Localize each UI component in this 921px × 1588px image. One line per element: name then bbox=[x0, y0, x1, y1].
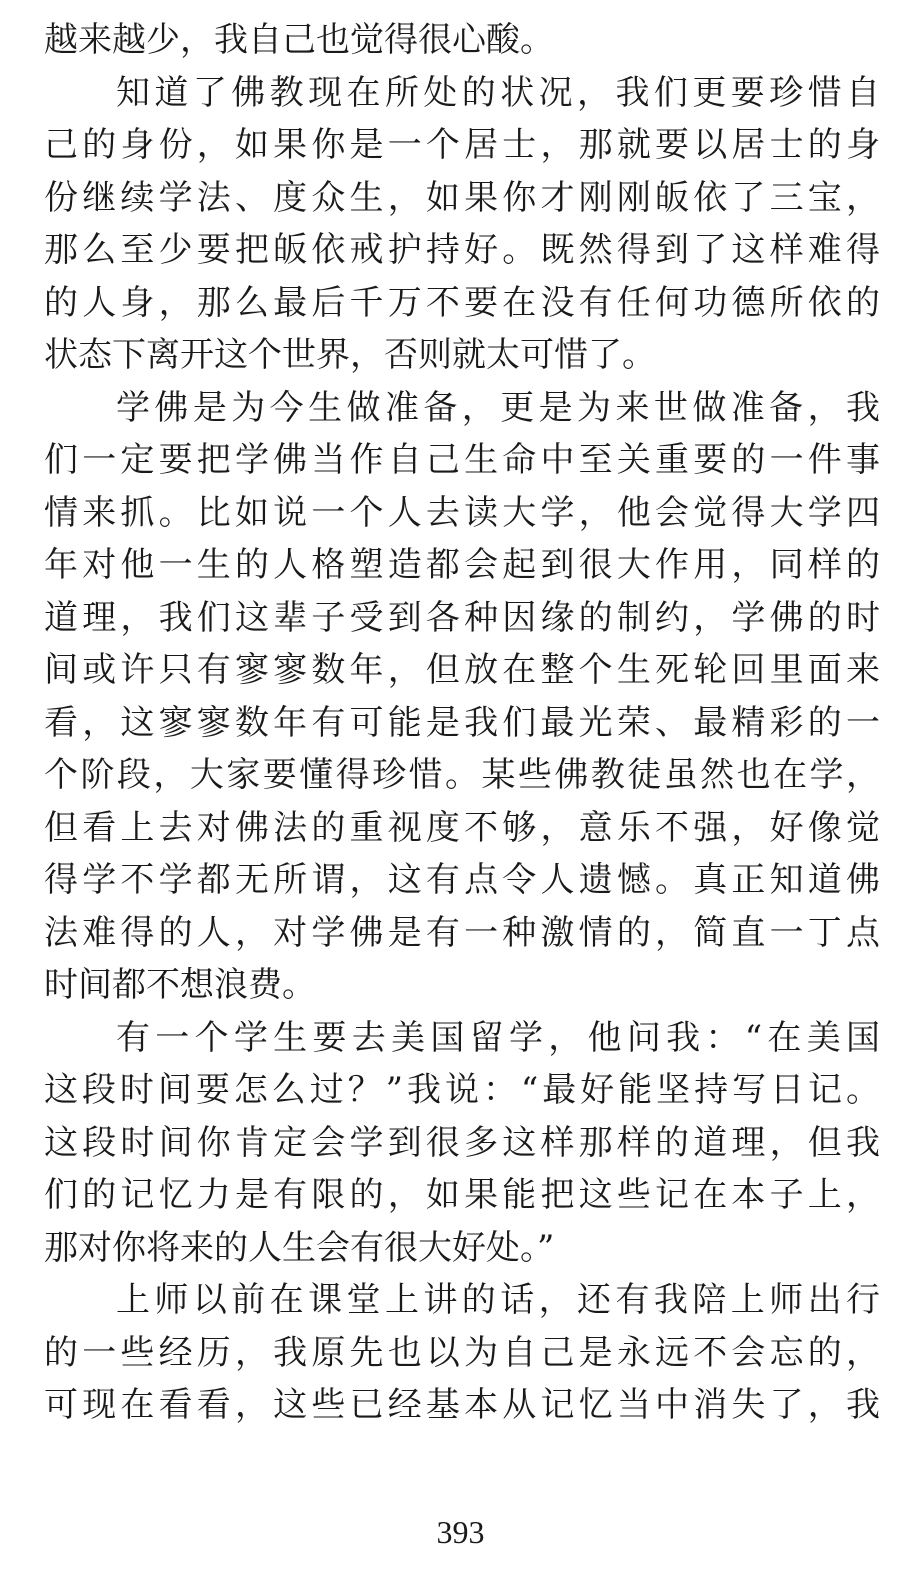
text-line: 那么至少要把皈依戒护持好。既然得到了这样难得 bbox=[44, 230, 880, 270]
text-line: 间或许只有寥寥数年，但放在整个生死轮回里面来 bbox=[44, 650, 880, 690]
text-line: 的人身，那么最后千万不要在没有任何功德所依的 bbox=[44, 282, 880, 323]
text-line: 状态下离开这个世界，否则就太可惜了。 bbox=[44, 335, 656, 375]
text-line: 法难得的人，对学佛是有一种激情的，简直一丁点 bbox=[44, 912, 880, 953]
text-line: 这段时间要怎么过？”我说：“最好能坚持写日记。 bbox=[44, 1070, 880, 1110]
text-line: 得学不学都无所谓，这有点令人遗憾。真正知道佛 bbox=[44, 860, 880, 900]
text-line: 看，这寥寥数年有可能是我们最光荣、最精彩的一 bbox=[44, 702, 880, 743]
text-line: 份继续学法、度众生，如果你才刚刚皈依了三宝， bbox=[44, 177, 880, 218]
text-line: 道理，我们这辈子受到各种因缘的制约，学佛的时 bbox=[44, 597, 880, 638]
text-line: 那对你将来的人生会有很大好处。” bbox=[44, 1227, 555, 1268]
text-line: 情来抓。比如说一个人去读大学，他会觉得大学四 bbox=[44, 492, 880, 533]
text-line: 学佛是为今生做准备，更是为来世做准备，我 bbox=[116, 387, 880, 428]
text-line: 上师以前在课堂上讲的话，还有我陪上师出行 bbox=[116, 1280, 880, 1320]
text-line: 越来越少，我自己也觉得很心酸。 bbox=[44, 20, 554, 60]
text-line: 时间都不想浪费。 bbox=[44, 965, 316, 1005]
text-line: 们的记忆力是有限的，如果能把这些记在本子上， bbox=[44, 1175, 880, 1215]
text-line: 年对他一生的人格塑造都会起到很大作用，同样的 bbox=[44, 545, 880, 585]
text-line: 个阶段，大家要懂得珍惜。某些佛教徒虽然也在学， bbox=[44, 755, 880, 795]
text-line: 的一些经历，我原先也以为自己是永远不会忘的， bbox=[44, 1332, 880, 1373]
text-line: 知道了佛教现在所处的状况，我们更要珍惜自 bbox=[116, 72, 880, 113]
text-line: 们一定要把学佛当作自己生命中至关重要的一件事 bbox=[44, 440, 880, 480]
text-line: 可现在看看，这些已经基本从记忆当中消失了，我 bbox=[44, 1385, 880, 1425]
page-number: 393 bbox=[436, 1514, 485, 1550]
text-line: 有一个学生要去美国留学，他问我：“在美国 bbox=[116, 1017, 880, 1058]
body-text bbox=[44, 14, 880, 1432]
text-line: 己的身份，如果你是一个居士，那就要以居士的身 bbox=[44, 125, 880, 165]
text-line: 但看上去对佛法的重视度不够，意乐不强，好像觉 bbox=[44, 807, 880, 848]
text-line: 这段时间你肯定会学到很多这样那样的道理，但我 bbox=[44, 1122, 880, 1163]
